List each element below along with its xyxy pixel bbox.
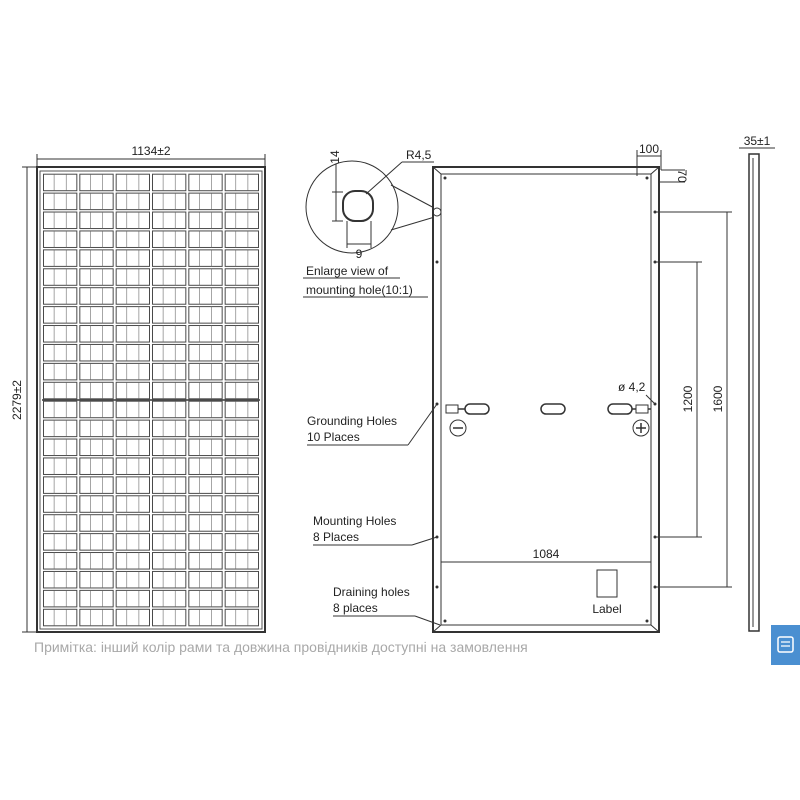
solar-cell (225, 401, 258, 418)
solar-cell (44, 250, 77, 267)
solar-cell (116, 344, 149, 361)
solar-cell (80, 382, 113, 399)
solar-cell (44, 344, 77, 361)
solar-cell (80, 307, 113, 324)
back-view (433, 142, 732, 632)
solar-cell (44, 609, 77, 626)
solar-cell (44, 382, 77, 399)
detail-view (303, 148, 438, 297)
solar-cell (80, 231, 113, 248)
solar-cell (153, 326, 186, 343)
solar-cell (225, 477, 258, 494)
solar-cell (189, 420, 222, 437)
solar-cell (189, 382, 222, 399)
solar-cell (189, 269, 222, 286)
height-dimension: 2279±2 (10, 380, 24, 420)
solar-cell (80, 326, 113, 343)
solar-cell (44, 269, 77, 286)
solar-cell (80, 288, 113, 305)
solar-cell (225, 439, 258, 456)
label-box (597, 570, 617, 597)
solar-cell (116, 231, 149, 248)
solar-cell (116, 477, 149, 494)
solar-cell (153, 288, 186, 305)
solar-cell (153, 458, 186, 475)
front-view (10, 144, 265, 632)
solar-cell (44, 231, 77, 248)
solar-cell (44, 193, 77, 210)
solar-cell (225, 553, 258, 570)
solar-cell (116, 420, 149, 437)
solar-cell (153, 439, 186, 456)
solar-cell (116, 288, 149, 305)
solar-cell (44, 553, 77, 570)
solar-cell (225, 590, 258, 607)
solar-cell (189, 344, 222, 361)
radius-label: R4,5 (406, 148, 432, 162)
diameter-label: ø 4,2 (618, 380, 646, 394)
solar-cell (225, 609, 258, 626)
solar-cell (116, 174, 149, 191)
solar-cell (116, 590, 149, 607)
solar-cell (189, 571, 222, 588)
solar-cell (153, 174, 186, 191)
solar-cell (44, 496, 77, 513)
solar-cell (44, 288, 77, 305)
solar-cell (116, 382, 149, 399)
solar-cell (116, 307, 149, 324)
solar-cell (44, 326, 77, 343)
solar-cell (225, 212, 258, 229)
solar-cell (225, 496, 258, 513)
junction-box-left (465, 404, 489, 414)
solar-cell (116, 609, 149, 626)
solar-cell (153, 515, 186, 532)
dim-1200: 1200 (681, 385, 695, 413)
solar-cell (116, 326, 149, 343)
solar-cell (153, 534, 186, 551)
draining-label-2: 8 places (333, 601, 378, 615)
solar-cell (80, 269, 113, 286)
solar-cell (44, 534, 77, 551)
solar-cell (225, 193, 258, 210)
solar-cell (80, 174, 113, 191)
solar-cell (80, 193, 113, 210)
solar-cell (189, 609, 222, 626)
solar-cell (225, 307, 258, 324)
solar-cell (116, 534, 149, 551)
solar-cell (116, 250, 149, 267)
draining-label-1: Draining holes (333, 585, 410, 599)
solar-cell (189, 496, 222, 513)
solar-cell (116, 571, 149, 588)
solar-cell (225, 458, 258, 475)
solar-cell (225, 534, 258, 551)
solar-cell (116, 363, 149, 380)
solar-cell (44, 307, 77, 324)
solar-cell (153, 401, 186, 418)
solar-cell (116, 193, 149, 210)
dim-1084: 1084 (532, 547, 560, 561)
solar-cell (225, 363, 258, 380)
solar-cell (80, 477, 113, 494)
solar-cell (225, 382, 258, 399)
grounding-label-2: 10 Places (307, 430, 360, 444)
solar-cell (116, 401, 149, 418)
solar-cell (153, 590, 186, 607)
label-text: Label (592, 602, 622, 616)
solar-cell (225, 174, 258, 191)
solar-cell (189, 553, 222, 570)
side-profile (749, 154, 759, 631)
solar-cell (153, 420, 186, 437)
solar-cell (153, 250, 186, 267)
solar-cell (225, 231, 258, 248)
solar-cell (153, 496, 186, 513)
solar-cell (189, 401, 222, 418)
footnote: Примітка: інший колір рами та довжина провідників доступні на замовлення (34, 639, 528, 655)
dim-1600: 1600 (711, 385, 725, 413)
solar-cell (153, 382, 186, 399)
solar-cell (116, 553, 149, 570)
mounting-hole-enlarged (343, 191, 373, 221)
solar-cell (80, 363, 113, 380)
solar-cell (80, 212, 113, 229)
junction-box-right (608, 404, 632, 414)
solar-cell (44, 363, 77, 380)
badge-icon (771, 625, 800, 665)
solar-cell (153, 212, 186, 229)
solar-cell (80, 344, 113, 361)
solar-cell (44, 174, 77, 191)
solar-cell (153, 363, 186, 380)
solar-cell (80, 553, 113, 570)
solar-cell (189, 250, 222, 267)
detail-caption-line1: Enlarge view of (306, 264, 389, 278)
solar-cell (189, 288, 222, 305)
solar-cell (116, 515, 149, 532)
solar-cell (80, 609, 113, 626)
solar-cell (189, 590, 222, 607)
solar-cell (189, 212, 222, 229)
solar-cell (153, 609, 186, 626)
solar-cell (44, 212, 77, 229)
solar-cell (153, 553, 186, 570)
solar-cell (189, 534, 222, 551)
solar-cell (153, 231, 186, 248)
detail-caption-line2: mounting hole(10:1) (306, 283, 413, 297)
mounting-label-1: Mounting Holes (313, 514, 397, 528)
solar-cell (116, 212, 149, 229)
solar-cell (189, 326, 222, 343)
dim-70: 70 (675, 169, 689, 183)
grounding-label-1: Grounding Holes (307, 414, 398, 428)
solar-cell (189, 174, 222, 191)
solar-cell (116, 269, 149, 286)
solar-cell (116, 439, 149, 456)
solar-cell (225, 344, 258, 361)
solar-cell (116, 458, 149, 475)
hole-width-dimension: 9 (355, 247, 363, 261)
solar-cell (189, 307, 222, 324)
solar-cell (153, 193, 186, 210)
solar-cell (80, 571, 113, 588)
solar-cell (189, 231, 222, 248)
solar-cell (80, 590, 113, 607)
solar-cell (80, 534, 113, 551)
solar-cell (225, 250, 258, 267)
solar-cell (116, 496, 149, 513)
solar-cell (189, 458, 222, 475)
solar-cell (225, 269, 258, 286)
solar-cell (80, 458, 113, 475)
solar-cell (44, 571, 77, 588)
solar-cell (153, 571, 186, 588)
solar-cell (44, 590, 77, 607)
solar-cell (225, 571, 258, 588)
solar-cell (80, 401, 113, 418)
solar-cell (44, 439, 77, 456)
solar-cell (153, 269, 186, 286)
solar-cell (80, 515, 113, 532)
width-dimension: 1134±2 (131, 144, 171, 158)
junction-box-center (541, 404, 565, 414)
solar-cell (225, 288, 258, 305)
solar-cell (44, 515, 77, 532)
solar-cell (44, 401, 77, 418)
solar-cell (44, 458, 77, 475)
solar-cell (153, 307, 186, 324)
solar-cell (189, 515, 222, 532)
solar-cell (80, 439, 113, 456)
solar-cell (153, 477, 186, 494)
side-view (739, 134, 775, 631)
hole-height-dimension: 14 (328, 150, 342, 164)
solar-cell (44, 477, 77, 494)
solar-cell (225, 420, 258, 437)
solar-cell (189, 439, 222, 456)
solar-cell (189, 363, 222, 380)
thickness-dimension: 35±1 (743, 134, 771, 148)
solar-cell (189, 477, 222, 494)
solar-cell (189, 193, 222, 210)
solar-cell (153, 344, 186, 361)
callouts (307, 404, 440, 625)
dim-100: 100 (638, 142, 660, 156)
mounting-label-2: 8 Places (313, 530, 360, 544)
solar-cell (225, 515, 258, 532)
solar-cell (80, 250, 113, 267)
solar-cell (80, 420, 113, 437)
solar-cell (44, 420, 77, 437)
solar-cell (225, 326, 258, 343)
solar-cell (80, 496, 113, 513)
